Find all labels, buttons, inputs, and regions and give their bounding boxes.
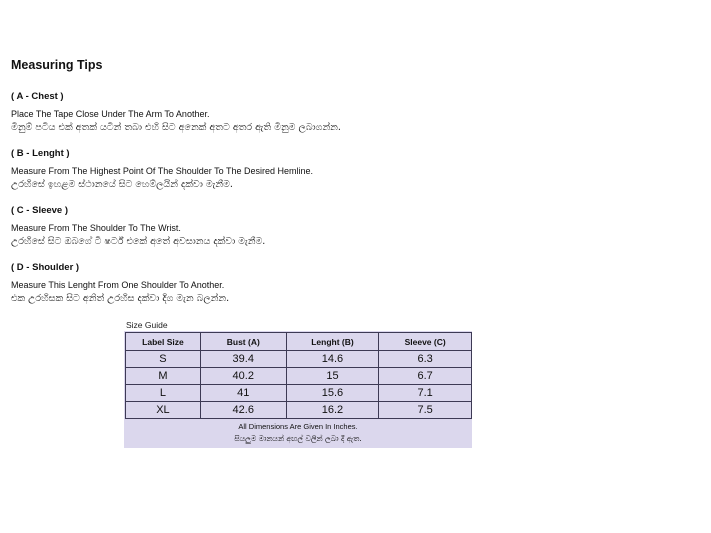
header-length: Lenght (B) [286,333,379,351]
cell-size: S [126,351,201,368]
tip-text-english: Measure From The Shoulder To The Wrist. [11,223,181,233]
size-table [125,332,472,419]
tip-text-english: Measure This Lenght From One Shoulder To Another. [11,280,225,290]
cell-size: XL [126,402,201,419]
cell-size: L [126,385,201,402]
tip-heading: ( C - Sleeve ) [11,205,69,216]
tip-heading: ( B - Lenght ) [11,148,70,159]
dimensions-note-english: All Dimensions Are Given In Inches. [238,422,358,431]
tip-text-sinhala: මිනුම් පටිය එක් අතක් යටින් තබා එහි සිට අනෙක් අතට අතර ඇති මිනුම ලබාගන්න. [11,122,341,133]
table-row [126,368,472,385]
table-header-row [126,333,472,351]
cell-sleeve: 7.5 [379,402,472,419]
tip-shoulder [11,262,651,306]
cell-bust: 39.4 [200,351,286,368]
cell-length: 15 [286,368,379,385]
tip-sleeve [11,205,651,249]
cell-bust: 41 [200,385,286,402]
tip-heading: ( D - Shoulder ) [11,262,80,273]
table-row [126,351,472,368]
tip-text-english: Measure From The Highest Point Of The Shoulder To The Desired Hemline. [11,166,313,176]
tip-length [11,148,651,192]
tip-heading: ( A - Chest ) [11,91,64,102]
tip-text-sinhala: එක උරහිසක සිට අනිත් උරහිස දක්වා දිග මැන බලන්න. [11,293,230,304]
cell-size: M [126,368,201,385]
tip-text-english: Place The Tape Close Under The Arm To Another. [11,109,210,119]
header-bust: Bust (A) [200,333,286,351]
size-guide-label: Size Guide [126,320,168,330]
cell-bust: 42.6 [200,402,286,419]
cell-sleeve: 6.3 [379,351,472,368]
cell-length: 14.6 [286,351,379,368]
tip-text-sinhala: උරහිසේ සිට ඔබගේ ටී ෂර්ට් එකේ අතේ අවසානය දක්වා මැනීම. [11,236,266,247]
header-label-size: Label Size [126,333,201,351]
cell-length: 15.6 [286,385,379,402]
table-row [126,402,472,419]
cell-bust: 40.2 [200,368,286,385]
table-row [126,385,472,402]
cell-length: 16.2 [286,402,379,419]
dimensions-note-sinhala: සියලුම මානයන් අඟල් වලින් ලබා දී ඇත. [234,434,362,443]
cell-sleeve: 7.1 [379,385,472,402]
tip-text-sinhala: උරහිසේ ඉහළම ස්ථානයේ සිට හෙම්ලයින් දක්වා මැනීම. [11,179,233,190]
page-title: Measuring Tips [11,58,103,72]
cell-sleeve: 6.7 [379,368,472,385]
header-sleeve: Sleeve (C) [379,333,472,351]
size-guide-panel [124,331,472,448]
tip-chest [11,91,651,135]
